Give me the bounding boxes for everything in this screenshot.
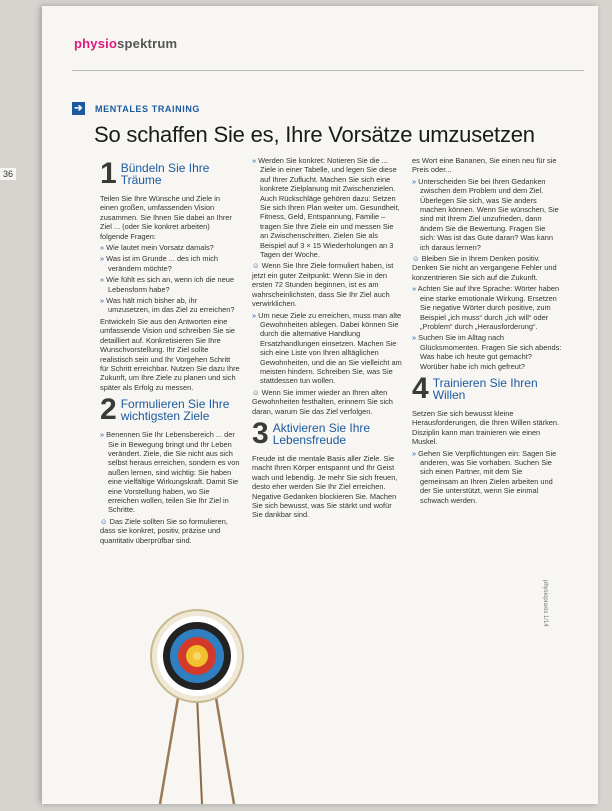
step-3-heading — [252, 416, 402, 450]
page-number: 36 — [0, 168, 16, 180]
arrow-right-icon: ➔ — [72, 102, 85, 115]
step-4-text: Setzen Sie sich bewusst kleine Herausforderungen, die Ihren Willen stärken. Disziplin kann man trainieren wie einen Muskel. — [412, 408, 560, 447]
side-caption: physiopraxis 1/14 — [542, 580, 548, 627]
step-3-text: Freude ist die mentale Basis aller Ziele. Sie macht Ihren Körper entspannt und Ihr Geist wach und lebendig. Je mehr Sie sich freuen, desto eher werden Sie Ihr Ziel erreichen. Negative Gedanken blockieren Sie. Machen Sie sich bewusst, was Sie stärkt und wofür Sie dankbar sind. — [252, 453, 398, 520]
list-item: » Um neue Ziele zu erreichen, muss man alte Gewohnheiten ablegen. Dabei können Sie durch die alternative Handlung Ersatzhandlungen einsetzen. Machen Sie sich eine Liste von Ihren alltäglichen Gewohnheiten, und die an Sie vielleicht am meisten hindern. Schreiben Sie, was Sie stattdessen tun wollen. — [252, 311, 402, 386]
step-4-heading — [412, 371, 562, 405]
column-1 — [100, 156, 240, 547]
magazine-page — [42, 6, 598, 804]
step-3-number: 3 — [252, 416, 269, 450]
step-3-title: Aktivieren Sie Ihre Lebensfreude — [272, 420, 371, 447]
brand-part-spektrum: spektrum — [117, 36, 178, 51]
section-label: MENTALES TRAINING — [95, 103, 201, 114]
tip-text: ☺ Wenn Sie immer wieder an Ihren alten Gewohnheiten festhalten, erinnern Sie sich daran, warum Sie das Ziel verfolgen. — [252, 388, 402, 416]
step-2-title: Formulieren Sie Ihre wichtigsten Ziele — [120, 397, 230, 424]
magazine-brand — [74, 36, 177, 51]
list-item: » Benennen Sie Ihr Lebensbereich ... der Sie in Bewegung bringt und Ihr Leben verändert. Ziele, die Sie nicht aus sich selbst heraus erreichen, sondern es von außen lernen, sind wichtig: Sie haben eine vielfältige Wirkungskraft. Damit Sie eine Vorstellung haben, wo Sie erreichen wollen, teilen Sie Ihr Ziel in Schritte. — [100, 430, 240, 515]
column-2 — [252, 156, 402, 522]
step-1-title: Bündeln Sie Ihre Träume — [120, 161, 210, 187]
list-item: » Wie fühlt es sich an, wenn ich die neue Lebensform habe? — [100, 275, 240, 294]
list-item: » Was hält mich bisher ab, ihr umzusetzen, im das Ziel zu erreichen? — [100, 296, 240, 315]
tip-text: ☺ Bleiben Sie in Ihrem Denken positiv. Denken Sie nicht an vergangene Fehler und konzentrieren Sie sich auf die Zukunft. — [412, 254, 562, 282]
brand-part-physio: physio — [74, 36, 118, 51]
step-2-heading — [100, 393, 240, 427]
step-1-intro: Teilen Sie Ihre Wünsche und Ziele in einen großen, umfassenden Vision zusammen. Sie Ihnen Sie dabei an Ihrer Ziel ... (oder Sie konkret arbeiten) folgende Fragen: — [100, 194, 232, 241]
step-4-number: 4 — [412, 371, 429, 405]
archery-target-image — [142, 606, 252, 804]
article-title: So schaffen Sie es, Ihre Vorsätze umzusetzen — [94, 122, 535, 147]
column-3-lead: es Wort eine Bananen, Sie einen neu für sie Preis oder... — [412, 156, 557, 175]
section-header — [72, 102, 200, 115]
list-item: » Werden Sie konkret: Notieren Sie die ... Ziele in einer Tabelle, und legen Sie diese auf Ihrer Zuflucht. Machen Sie sich eine konkrete Zielplanung mit Zwischenzielen. Auch Rückschläge gehören dazu: Setzen Sie sich Ihren Plan weiter um. Gesundheit, Fitness, Geld, Entspannung, Familie – tragen Sie Ihre Ziele ein und messen Sie an Zwischenschritten. Zielen Sie als Beispiel auf 3 × 15 Wiederholungen an 3 Tagen der Woche. — [252, 156, 402, 259]
step-2-number: 2 — [100, 393, 117, 427]
target-icon — [142, 606, 252, 804]
list-item: » Gehen Sie Verpflichtungen ein: Sagen Sie anderen, was Sie vorhaben. Suchen Sie sich einen Partner, mit dem Sie gemeinsam an Ihren Zielen arbeiten und der Sie unterstützt, wenn Sie einmal schwach werden. — [412, 449, 562, 505]
list-item: » Wie lautet mein Vorsatz damals? — [100, 243, 240, 252]
column-3 — [412, 156, 562, 507]
tip-text: ☺ Wenn Sie Ihre Ziele formuliert haben, ist jetzt ein guter Zeitpunkt: Wenn Sie in den ersten 72 Stunden beginnen, ist es am wahrscheinlichsten, dass Sie Ihr Ziel auch verwirklichen. — [252, 261, 402, 308]
tip-text: ☺ Das Ziele sollten Sie so formulieren, dass sie konkret, positiv, präzise und quantitativ überprüfbar sind. — [100, 517, 240, 545]
step-4-title: Trainieren Sie Ihren Willen — [432, 375, 538, 402]
step-1-text: Entwickeln Sie aus den Antworten eine umfassende Vision und schreiben Sie sie detailliert auf. Konkretisieren Sie Ihre Wunschvorstellung. Ihr Ziel sollte realistisch sein und Ihr Vorgehen Schritt für Schritt erreichbar. Nutzen Sie dazu Ihre Zukunft, um Ihre Ziele zu planen und sich später als Erfolg zu messen. — [100, 316, 240, 392]
list-item: » Achten Sie auf Ihre Sprache: Wörter haben eine starke emotionale Wirkung. Ersetzen Sie negative Wörter durch positive, zum Beispiel „ich muss“ durch „ich will“ oder „Problem“ durch „Herausforderung“. — [412, 284, 562, 331]
list-item: » Unterscheiden Sie bei Ihren Gedanken zwischen dem Problem und dem Ziel. Überlegen Sie sich, was Sie anders machen können. Wenn Sie wünschen, Sie sind mit Ihrem Ziel unzufrieden, dann ändern Sie die Bewertung. Fragen Sie sich: Was ist das Gute daran? Was kann ich daraus lernen? — [412, 177, 562, 252]
list-item: » Was ist im Grunde ... des ich mich verändern möchte? — [100, 254, 240, 273]
step-1-heading — [100, 157, 240, 190]
header-rule — [72, 70, 584, 71]
list-item: » Suchen Sie im Alltag nach Glücksmomenten. Fragen Sie sich abends: Was habe ich heute gut gemacht? Worüber habe ich mich gefreut? — [412, 333, 562, 371]
step-1-number: 1 — [100, 157, 117, 190]
